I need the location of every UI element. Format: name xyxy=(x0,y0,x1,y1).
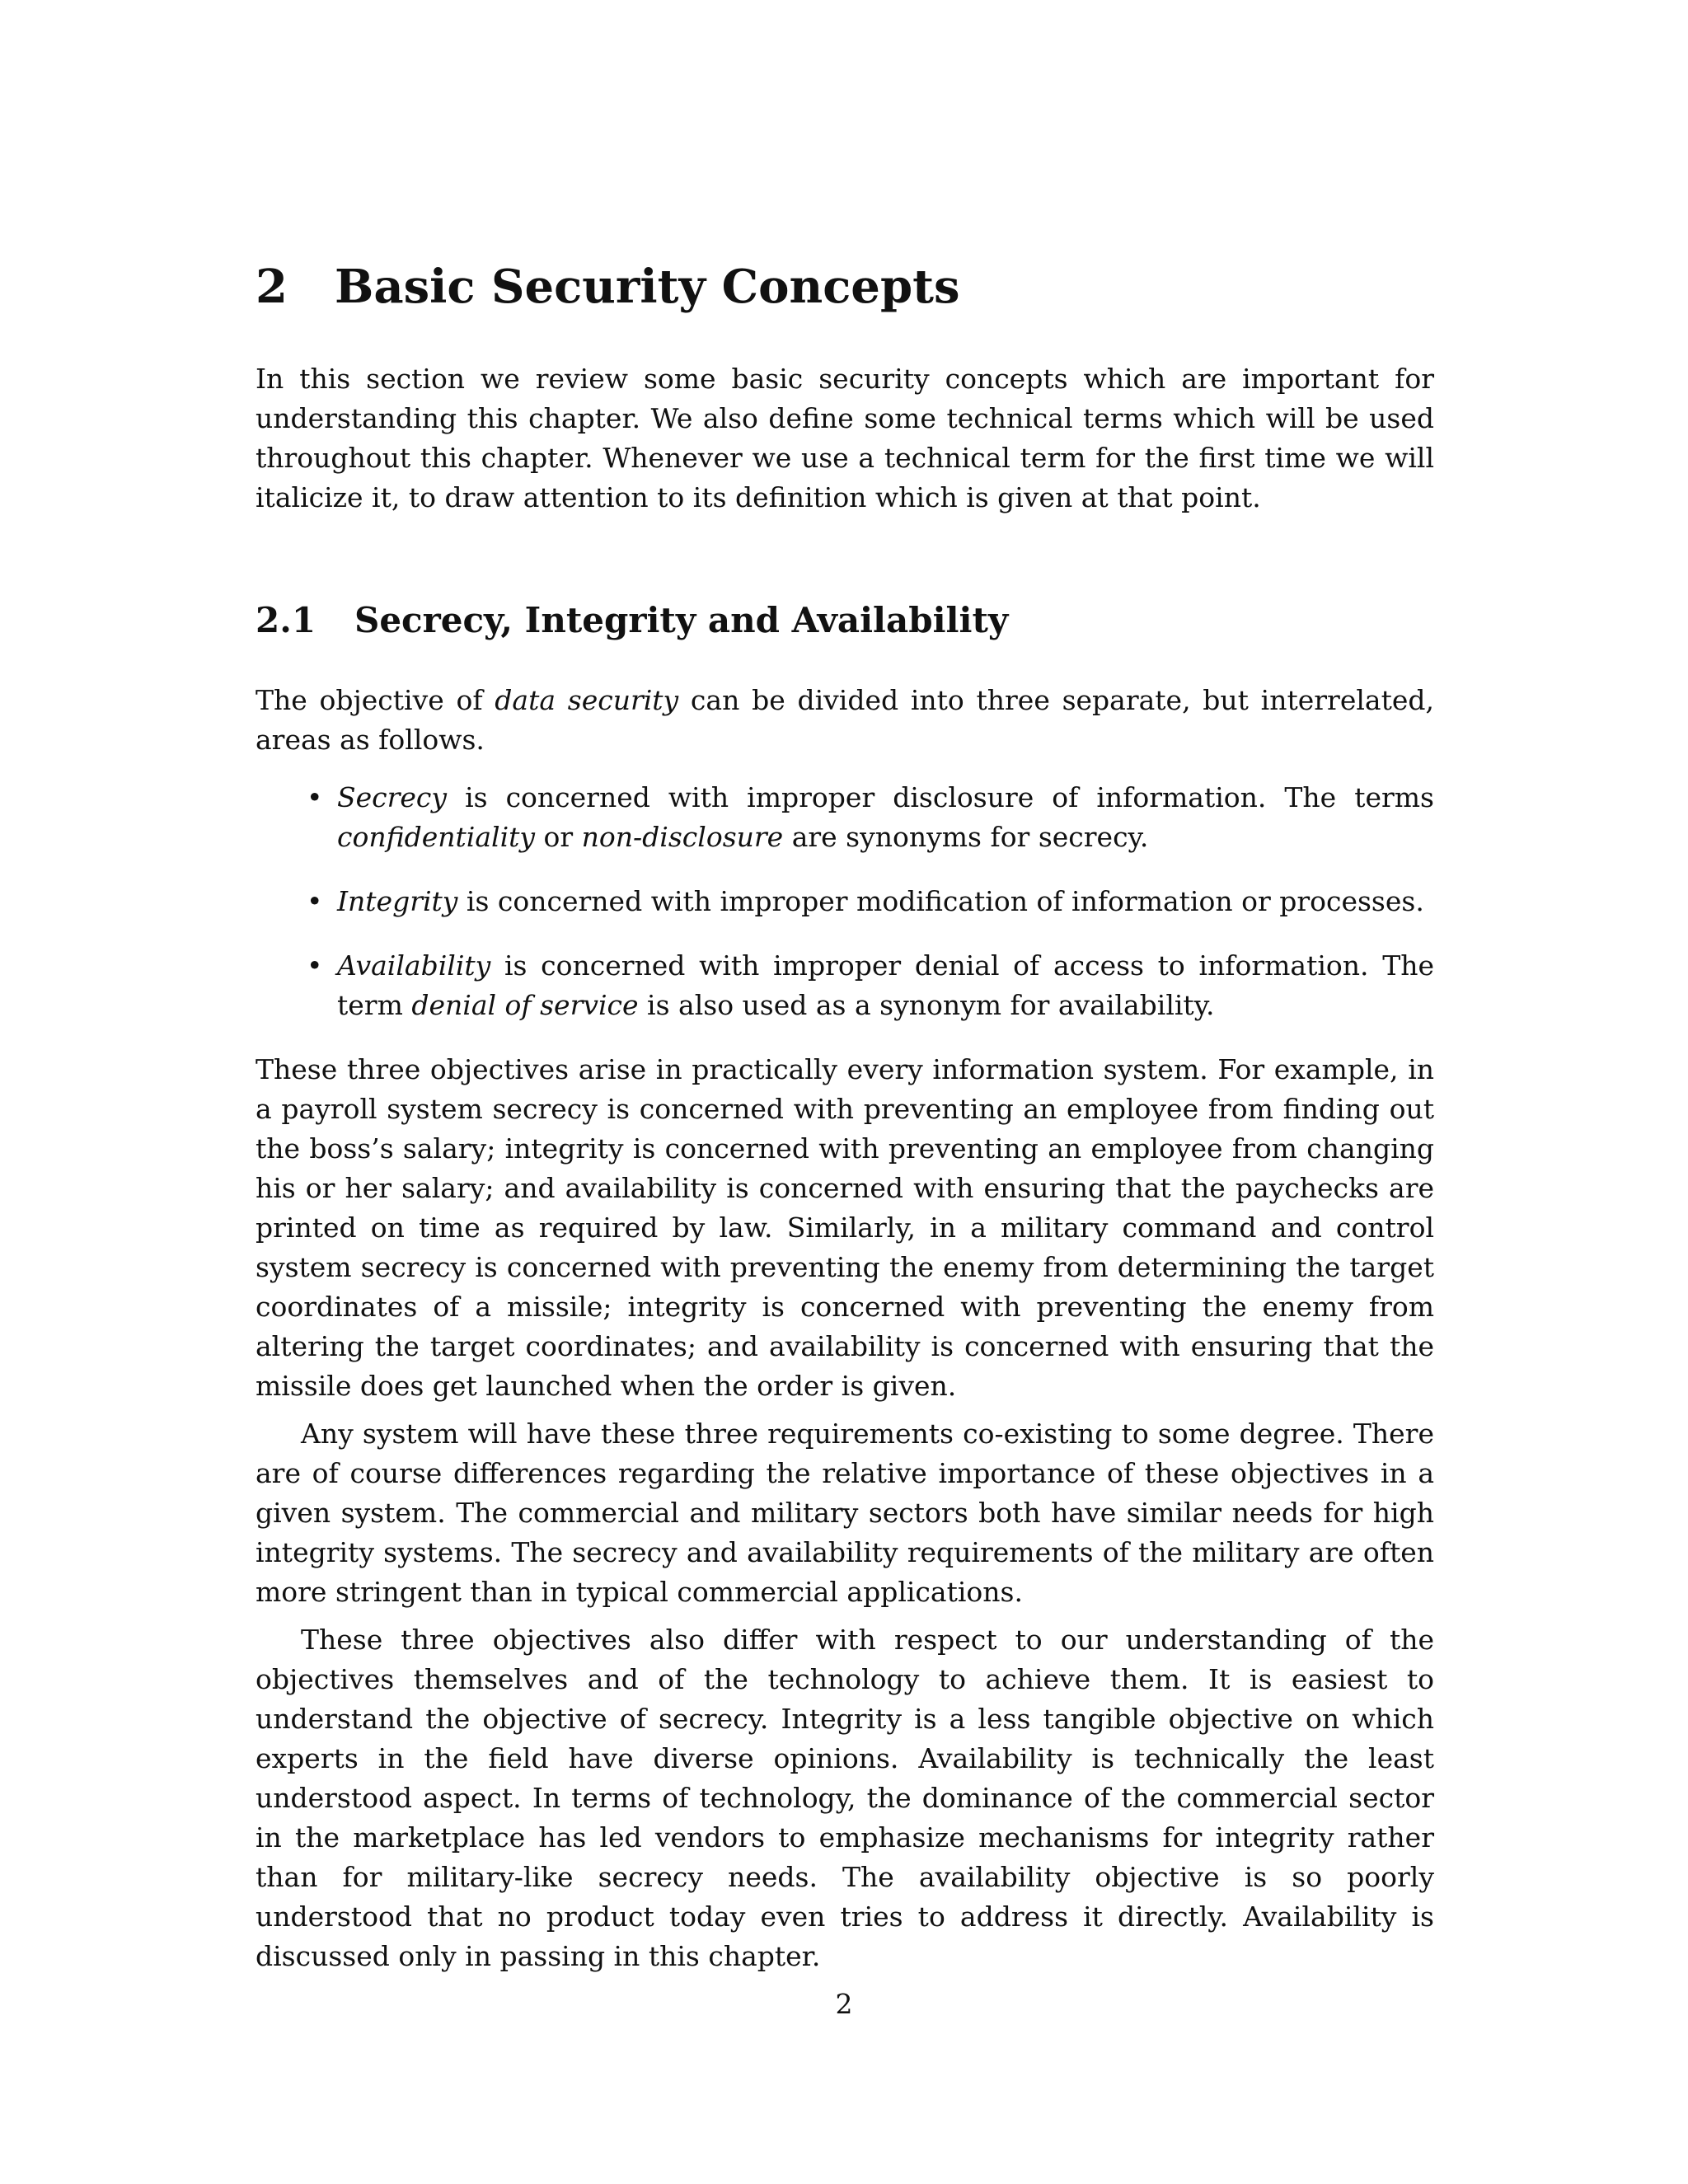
bullet-icon: • xyxy=(307,884,323,917)
understanding-paragraph: These three objectives also differ with respect to our understanding of the objectives themselves and of the technology to achieve them. It is easiest to understand the objective of secrecy. Integrity is a less tangible objective on which experts in the field have diverse opinions. Availability is technically the least understood aspect. In terms of technology, the dominance of the commercial sector in the marketplace has led vendors to emphasize mechanisms for integrity rather than for military-like secrecy needs. The availability objective is so poorly understood that no product today even tries to address it directly. Availability is discussed only in passing in this chapter. xyxy=(256,1623,1434,1972)
objectives-list xyxy=(256,778,1434,1025)
bullet-icon: • xyxy=(307,949,323,982)
term-availability: Availability xyxy=(337,949,491,982)
list-item-availability: • Availability is concerned with improper denial of access to information. The term denial of service is also used as a synonym for availability. xyxy=(256,946,1434,1025)
subsection-title: Secrecy, Integrity and Availability xyxy=(354,599,1009,640)
term-secrecy: Secrecy xyxy=(337,780,448,813)
section-heading xyxy=(256,262,1434,313)
term-integrity: Integrity xyxy=(337,884,458,917)
bullet-icon: • xyxy=(307,780,323,813)
subsection-heading xyxy=(256,599,1434,640)
term-confidentiality: confidentiality xyxy=(337,820,536,853)
examples-paragraph: These three objectives arise in practically every information system. For example, in a payroll system secrecy is concerned with preventing an employee from finding out the boss’s salary; integrity is concerned with preventing an employee from changing his or her salary; and availability is concerned with ensuring that the paychecks are printed on time as required by law. Similarly, in a military command and control system secrecy is concerned with preventing the enemy from determining the target coordinates of a missile; integrity is concerned with preventing the enemy from altering the target coordinates; and availability is concerned with ensuring that the missile does get launched when the order is given. xyxy=(256,1052,1434,1402)
section-number: 2 xyxy=(256,260,288,314)
section-title: Basic Security Concepts xyxy=(335,260,960,314)
list-item-secrecy: • Secrecy is concerned with improper disclosure of information. The terms confidentiality or non-disclosure are synonyms for secrecy. xyxy=(256,778,1434,857)
list-item-integrity: • Integrity is concerned with improper modification of information or processes. xyxy=(256,882,1434,921)
term-denial-of-service: denial of service xyxy=(411,988,639,1021)
subsection-number: 2.1 xyxy=(256,599,316,640)
intro-paragraph: In this section we review some basic security concepts which are important for understanding this chapter. We also define some technical terms which will be used throughout this chapter. Whenever we use a technical term for the first time we will italicize it, to draw attention to its definition which is given at that point. xyxy=(256,362,1434,513)
page-content xyxy=(256,262,1434,1976)
requirements-paragraph: Any system will have these three requirements co-existing to some degree. There are of course differences regarding the relative importance of these objectives in a given system. The commercial and military sectors both have similar needs for high integrity systems. The secrecy and availability requirements of the military are often more stringent than in typical commercial applications. xyxy=(256,1417,1434,1608)
page-number: 2 xyxy=(835,1988,853,2020)
lead-paragraph: The objective of data security can be divided into three separate, but interrelated, areas as follows. xyxy=(256,683,1434,756)
term-non-disclosure: non-disclosure xyxy=(581,820,784,853)
term-data-security: data security xyxy=(495,683,679,716)
